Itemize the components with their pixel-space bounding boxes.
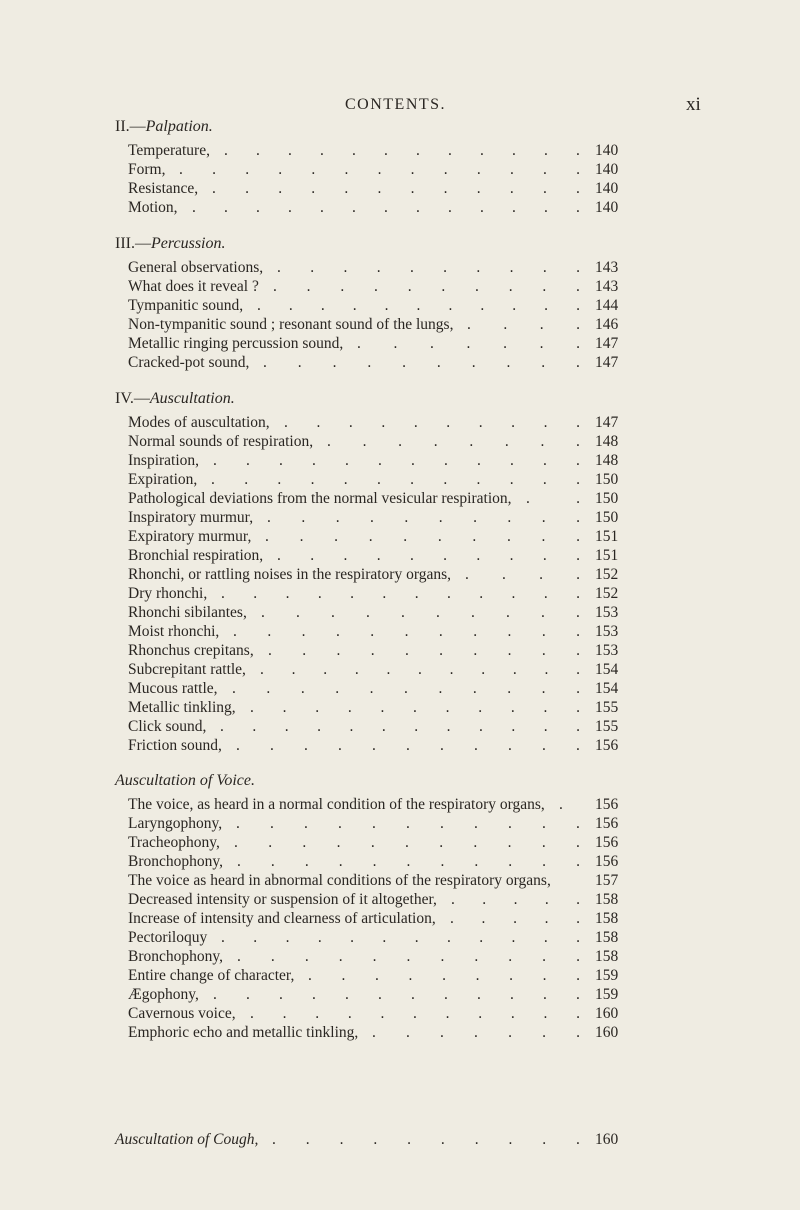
section-numeral: II.— xyxy=(115,118,146,135)
leader-dots: . . . . . . . . . . . xyxy=(237,853,580,870)
toc-entry-page: 156 xyxy=(595,834,619,851)
toc-entry-page: 150 xyxy=(595,490,619,507)
toc-entry-page: 148 xyxy=(595,452,619,469)
toc-entry-label: Expiratory murmur, xyxy=(128,528,252,545)
toc-entry xyxy=(115,698,695,717)
toc-entry xyxy=(115,890,695,909)
toc-entry xyxy=(115,277,695,296)
toc-entry-page: 152 xyxy=(595,566,619,583)
leader-dots: . . . . . . . . . . xyxy=(261,604,580,621)
leader-dots: . . . . . . . . . . . xyxy=(232,680,580,697)
toc-entry xyxy=(115,985,695,1004)
page-number: xi xyxy=(686,94,701,115)
toc-entry-label: Motion, xyxy=(128,199,178,216)
toc-entry-label: Metallic ringing percussion sound, xyxy=(128,335,344,352)
toc-entry xyxy=(115,296,695,315)
toc-entry-page: 151 xyxy=(595,547,619,564)
leader-dots: . . . . . . . . . . . . . xyxy=(192,199,580,216)
section-title: Auscultation. xyxy=(149,390,235,407)
running-head-title: CONTENTS. xyxy=(345,96,447,113)
toc-entry-label: What does it reveal ? xyxy=(128,278,259,295)
toc-entry xyxy=(115,679,695,698)
leader-dots: . . . . . . . . . . . . xyxy=(221,585,580,602)
toc-entry-page: 159 xyxy=(595,967,619,984)
leader-dots: . . . . . . . . . . . xyxy=(234,834,580,851)
toc-entry xyxy=(115,546,695,565)
toc-entry xyxy=(115,179,695,198)
leader-dots: . . . . . . . . xyxy=(327,433,580,450)
leader-dots: . . . . . . . . . . xyxy=(265,528,580,545)
toc-entry-page: 157 xyxy=(595,872,619,889)
toc-entry xyxy=(115,141,695,160)
toc-entry-page: 155 xyxy=(595,718,619,735)
section-heading xyxy=(115,770,695,792)
toc-entry-label: Temperature, xyxy=(128,142,210,159)
toc-entry xyxy=(115,717,695,736)
leader-dots: . . . . . . . . . . . . xyxy=(211,471,580,488)
section-heading xyxy=(115,388,695,410)
toc-entry-label: Cracked-pot sound, xyxy=(128,354,250,371)
toc-entry-page: 150 xyxy=(595,471,619,488)
toc-entry xyxy=(115,928,695,947)
toc-entry-page: 140 xyxy=(595,199,619,216)
toc-entry xyxy=(115,736,695,755)
toc-entry-page: 147 xyxy=(595,354,619,371)
toc-entry-page: 154 xyxy=(595,661,619,678)
toc-entry xyxy=(115,432,695,451)
section-heading xyxy=(115,116,695,138)
toc-entry-page: 140 xyxy=(595,142,619,159)
leader-dots: . . . . . . . . . . xyxy=(267,509,580,526)
toc-entry xyxy=(115,508,695,527)
toc-entry-label: Laryngophony, xyxy=(128,815,223,832)
toc-entry-label: Tympanitic sound, xyxy=(128,297,244,314)
toc-entry-page: 140 xyxy=(595,161,619,178)
toc-entry-page: 153 xyxy=(595,623,619,640)
toc-entry-label: Expiration, xyxy=(128,471,198,488)
toc-entry xyxy=(115,527,695,546)
toc-entry xyxy=(115,584,695,603)
toc-entry xyxy=(115,489,695,508)
toc-entry-label: Auscultation of Cough, xyxy=(115,1131,259,1148)
toc-entry-label: Friction sound, xyxy=(128,737,222,754)
leader-dots: . . . . . xyxy=(451,891,580,908)
toc-entry-label: Mucous rattle, xyxy=(128,680,218,697)
toc-entry-page: 155 xyxy=(595,699,619,716)
toc-entry-page: 160 xyxy=(595,1005,619,1022)
toc-entry-page: 158 xyxy=(595,910,619,927)
section-numeral: III.— xyxy=(115,235,151,252)
toc-entry-label: Rhonchus crepitans, xyxy=(128,642,254,659)
toc-entry-label: Increase of intensity and clearness of articulation, xyxy=(128,910,436,927)
toc-entry xyxy=(115,909,695,928)
toc-entry-page: 153 xyxy=(595,642,619,659)
leader-dots: . . . . . . . . . . . . . xyxy=(179,161,580,178)
section-numeral: IV.— xyxy=(115,390,150,407)
toc-entry-page: 146 xyxy=(595,316,619,333)
leader-dots: . . . . . . . . . . xyxy=(273,278,580,295)
toc-entry-label: General observations, xyxy=(128,259,264,276)
toc-entry xyxy=(115,1023,695,1042)
table-of-contents xyxy=(115,116,695,1042)
toc-entry xyxy=(115,470,695,489)
leader-dots: . . . . . . . . . . . . xyxy=(220,718,580,735)
toc-entry xyxy=(115,315,695,334)
toc-entry-label: Decreased intensity or suspension of it altogether, xyxy=(128,891,437,908)
leader-dots: . . . . . . . . . . . . xyxy=(213,452,580,469)
toc-entry-page: 153 xyxy=(595,604,619,621)
leader-dots: . . . . . . . . . . . xyxy=(233,623,580,640)
toc-entry-page: 140 xyxy=(595,180,619,197)
leader-dots: . . . . . . . . . . . . xyxy=(212,180,580,197)
toc-entry-page: 152 xyxy=(595,585,619,602)
leader-dots: . . . . . . . . . . . xyxy=(237,948,580,965)
toc-entry xyxy=(115,603,695,622)
toc-entry xyxy=(115,1004,695,1023)
toc-entry-label: Entire change of character, xyxy=(128,967,295,984)
toc-entry xyxy=(115,833,695,852)
leader-dots: . . . . xyxy=(467,316,580,333)
toc-entry xyxy=(115,198,695,217)
toc-entry-label: Rhonchi sibilantes, xyxy=(128,604,247,621)
toc-entry-page: 151 xyxy=(595,528,619,545)
toc-entry-cough xyxy=(115,1130,695,1149)
toc-entry-label: The voice, as heard in a normal condition of the respiratory organs, xyxy=(128,796,545,813)
leader-dots: . . . . . . . . . . . xyxy=(257,297,580,314)
toc-entry xyxy=(115,451,695,470)
toc-entry xyxy=(115,641,695,660)
toc-entry xyxy=(115,966,695,985)
toc-entry-page: 158 xyxy=(595,948,619,965)
section-title: Auscultation of Voice. xyxy=(115,772,255,789)
toc-entry-label: Modes of auscultation, xyxy=(128,414,270,431)
toc-entry-label: Ægophony, xyxy=(128,986,199,1003)
leader-dots: . . . . . . . . . xyxy=(308,967,580,984)
toc-entry-page: 159 xyxy=(595,986,619,1003)
toc-entry-label: Emphoric echo and metallic tinkling, xyxy=(128,1024,359,1041)
section-title: Percussion. xyxy=(150,235,226,252)
toc-entry-page: 148 xyxy=(595,433,619,450)
leader-dots: . . . . . . . xyxy=(357,335,580,352)
leader-dots: . . . . . . . . . . . xyxy=(260,661,580,678)
toc-entry-label: Dry rhonchi, xyxy=(128,585,208,602)
leader-dots: . xyxy=(559,796,563,813)
leader-dots: . . . . . . . . . . xyxy=(284,414,580,431)
leader-dots: . . . . . xyxy=(450,910,580,927)
toc-entry-label: Subcrepitant rattle, xyxy=(128,661,246,678)
toc-entry-label: Moist rhonchi, xyxy=(128,623,220,640)
toc-entry-page: 158 xyxy=(595,929,619,946)
leader-dots: . . . . . . . . . . . . xyxy=(224,142,580,159)
toc-entry-page: 150 xyxy=(595,509,619,526)
toc-entry xyxy=(115,565,695,584)
section-title: Palpation. xyxy=(145,118,213,135)
toc-entry-page: 154 xyxy=(595,680,619,697)
toc-entry xyxy=(115,160,695,179)
toc-entry xyxy=(115,353,695,372)
leader-dots: . . . . . . . . . . . . xyxy=(221,929,580,946)
toc-entry-label: Bronchial respiration, xyxy=(128,547,264,564)
leader-dots: . . . . . . . . . . . . xyxy=(213,986,580,1003)
toc-entry-label: Bronchophony, xyxy=(128,948,223,965)
toc-entry-page: 156 xyxy=(595,853,619,870)
toc-entry-page: 156 xyxy=(595,815,619,832)
toc-entry-label: Pathological deviations from the normal vesicular respiration, xyxy=(128,490,512,507)
toc-entry-page: 143 xyxy=(595,259,619,276)
toc-entry-page: 147 xyxy=(595,414,619,431)
toc-entry-label: Cavernous voice, xyxy=(128,1005,236,1022)
toc-entry xyxy=(115,660,695,679)
toc-entry-label: Metallic tinkling, xyxy=(128,699,236,716)
toc-entry-page: 158 xyxy=(595,891,619,908)
section-heading xyxy=(115,233,695,255)
leader-dots: . . . . . . . . . . . xyxy=(236,815,580,832)
toc-entry-label: Click sound, xyxy=(128,718,207,735)
toc-entry xyxy=(115,947,695,966)
leader-dots: . . . . . . . xyxy=(372,1024,580,1041)
leader-dots: . . . . . . . . . . xyxy=(268,642,580,659)
leader-dots: . . . . . . . . . . xyxy=(263,354,580,371)
toc-entry-label: Tracheophony, xyxy=(128,834,220,851)
toc-entry-label: Normal sounds of respiration, xyxy=(128,433,314,450)
toc-entry xyxy=(115,852,695,871)
running-head xyxy=(0,96,800,118)
toc-entry-page: 147 xyxy=(595,335,619,352)
toc-entry-page: 160 xyxy=(595,1024,619,1041)
toc-entry xyxy=(115,795,695,814)
toc-entry xyxy=(115,334,695,353)
leader-dots: . . . . . . . . . . . xyxy=(250,699,580,716)
toc-entry xyxy=(115,871,695,890)
toc-entry-label: Pectoriloquy xyxy=(128,929,208,946)
toc-entry-label: Form, xyxy=(128,161,166,178)
toc-entry-label: Resistance, xyxy=(128,180,199,197)
toc-entry xyxy=(115,622,695,641)
toc-entry-label: Inspiration, xyxy=(128,452,200,469)
leader-dots: . . . . . . . . . . xyxy=(277,259,580,276)
toc-entry-label: Rhonchi, or rattling noises in the respiratory organs, xyxy=(128,566,452,583)
leader-dots: . . . . . . . . . . . xyxy=(236,737,580,754)
toc-entry-label: Inspiratory murmur, xyxy=(128,509,254,526)
toc-entry-page: 160 xyxy=(595,1131,619,1148)
toc-entry-label: The voice as heard in abnormal conditions of the respiratory organs, xyxy=(128,872,551,889)
toc-entry-page: 143 xyxy=(595,278,619,295)
toc-entry xyxy=(115,258,695,277)
toc-entry-label: Non-tympanitic sound ; resonant sound of the lungs, xyxy=(128,316,454,333)
toc-entry-page: 156 xyxy=(595,796,619,813)
leader-dots: . . . . . . . . . . . xyxy=(250,1005,580,1022)
toc-entry-page: 144 xyxy=(595,297,619,314)
toc-entry xyxy=(115,413,695,432)
leader-dots: . . . . xyxy=(465,566,580,583)
toc-entry-label: Bronchophony, xyxy=(128,853,223,870)
leader-dots: . . . . . . . . . . xyxy=(277,547,580,564)
leader-dots: . . xyxy=(526,490,580,507)
leader-dots: . . . . . . . . . . xyxy=(272,1131,580,1148)
toc-entry xyxy=(115,814,695,833)
toc-entry-page: 156 xyxy=(595,737,619,754)
